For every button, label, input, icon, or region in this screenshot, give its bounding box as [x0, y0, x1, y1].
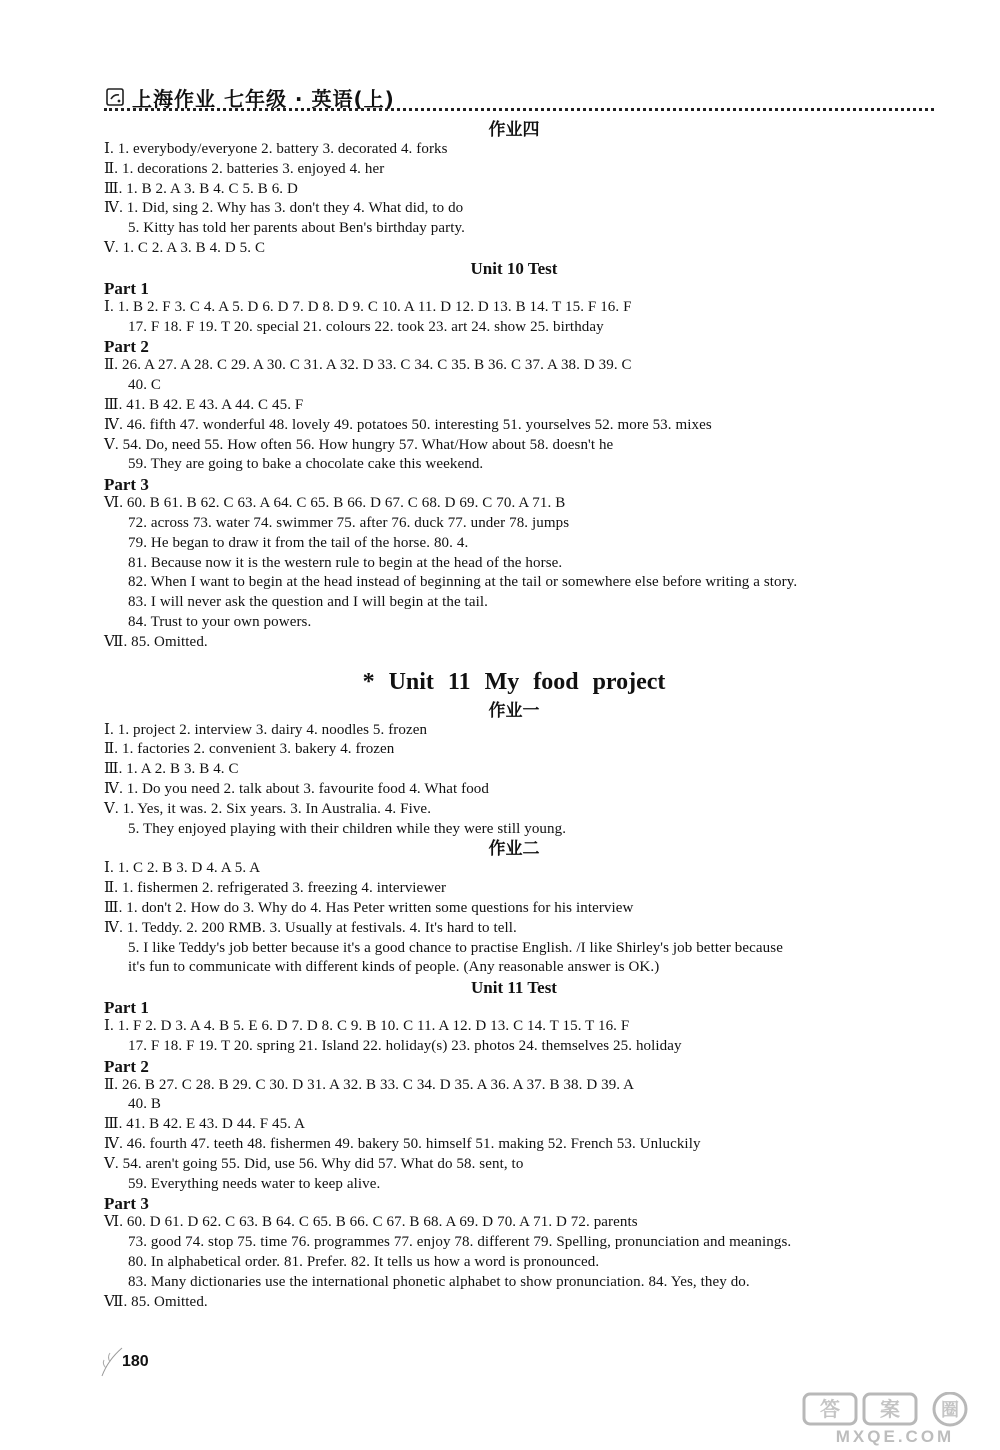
test-heading: Unit 11 Test — [471, 978, 557, 998]
homework-heading: 作业四 — [488, 120, 540, 140]
header-title: 上海作业 七年级 · 英语(上) — [132, 87, 395, 111]
answer-line: Ⅱ. 26. A 27. A 28. C 29. A 30. C 31. A 32. D 33. C 34. C 35. B 36. C 37. A 38. D 39. C — [104, 357, 632, 374]
answer-line: Ⅵ. 60. B 61. B 62. C 63. A 64. C 65. B 66. D 67. C 68. D 69. C 70. A 71. B — [104, 495, 566, 512]
answer-line: 17. F 18. F 19. T 20. spring 21. Island 22. holiday(s) 23. photos 24. themselves 25. holiday — [128, 1037, 682, 1054]
answer-line: 59. Everything needs water to keep alive. — [128, 1175, 381, 1192]
book-logo-icon — [104, 86, 126, 108]
answer-line: 81. Because now it is the western rule to begin at the head of the horse. — [128, 554, 563, 571]
part-heading: Part 2 — [104, 1056, 149, 1076]
answer-line: Ⅳ. 46. fourth 47. teeth 48. fishermen 49. bakery 50. himself 51. making 52. French 53. Unluckily — [104, 1136, 701, 1153]
answer-line: Ⅲ. 1. don't 2. How do 3. Why do 4. Has Peter written some questions for his interview — [104, 899, 634, 916]
answer-line: 73. good 74. stop 75. time 76. programmes 77. enjoy 78. different 79. Spelling, pronunciation and meanings. — [128, 1234, 792, 1251]
answer-line: 5. Kitty has told her parents about Ben's birthday party. — [128, 220, 465, 237]
unit-title: * Unit 11 My food project — [362, 668, 666, 695]
answer-line: 40. B — [128, 1096, 162, 1113]
homework-heading: 作业二 — [488, 839, 540, 860]
answer-line: Ⅰ. 1. F 2. D 3. A 4. B 5. E 6. D 7. D 8. C 9. B 10. C 11. A 12. D 13. C 14. T 15. T 16. F — [104, 1018, 630, 1035]
answer-line: Ⅲ. 1. A 2. B 3. B 4. C — [104, 761, 239, 778]
page-number: 180 — [122, 1353, 149, 1370]
part-heading: Part 3 — [104, 1194, 149, 1214]
answer-line: 59. They are going to bake a chocolate cake this weekend. — [128, 456, 484, 473]
answer-line: 83. I will never ask the question and I will begin at the tail. — [128, 594, 488, 611]
svg-text:圈: 圈 — [941, 1400, 959, 1421]
answer-line: Ⅱ. 1. factories 2. convenient 3. bakery 4. frozen — [104, 741, 395, 758]
homework-heading: 作业一 — [488, 700, 540, 721]
svg-text:案: 案 — [880, 1397, 900, 1421]
answer-line: Ⅳ. 46. fifth 47. wonderful 48. lovely 49. potatoes 50. interesting 51. yourselves 52. more 53. mixes — [104, 416, 712, 433]
watermark-logo — [800, 1392, 990, 1446]
answer-line: Ⅴ. 54. aren't going 55. Did, use 56. Why did 57. What do 58. sent, to — [104, 1155, 524, 1172]
answer-line: 79. He began to draw it from the tail of the horse. 80. 4. — [128, 534, 469, 551]
answer-line: 84. Trust to your own powers. — [128, 613, 312, 630]
answer-line: Ⅲ. 41. B 42. E 43. A 44. C 45. F — [104, 396, 304, 413]
answer-line: Ⅰ. 1. project 2. interview 3. dairy 4. noodles 5. frozen — [104, 721, 428, 738]
part-heading: Part 2 — [104, 337, 149, 357]
answer-line: 40. C — [128, 377, 162, 394]
answer-line: Ⅶ. 85. Omitted. — [104, 633, 208, 650]
part-heading: Part 1 — [104, 278, 149, 298]
page-header — [104, 80, 934, 120]
answer-line: Ⅳ. 1. Did, sing 2. Why has 3. don't they 4. What did, to do — [104, 200, 464, 217]
answer-line: 83. Many dictionaries use the international phonetic alphabet to show pronunciation. 84. Yes, they do. — [128, 1273, 750, 1290]
answer-line: 5. They enjoyed playing with their children while they were still young. — [128, 820, 567, 837]
watermark-url: MXQE.COM — [835, 1427, 955, 1446]
answer-line: 82. When I want to begin at the head instead of beginning at the tail or somewhere else before writing a story. — [128, 574, 798, 591]
svg-text:答: 答 — [820, 1397, 840, 1421]
answer-line: Ⅶ. 85. Omitted. — [104, 1293, 208, 1310]
answer-line: Ⅴ. 1. C 2. A 3. B 4. D 5. C — [104, 239, 266, 256]
answer-line: Ⅴ. 54. Do, need 55. How often 56. How hungry 57. What/How about 58. doesn't he — [104, 436, 614, 453]
answer-line: it's fun to communicate with different kinds of people. (Any reasonable answer is OK.) — [128, 959, 660, 976]
answer-line: Ⅰ. 1. B 2. F 3. C 4. A 5. D 6. D 7. D 8. D 9. C 10. A 11. D 12. D 13. B 14. T 15. F 16. F — [104, 298, 632, 315]
part-heading: Part 3 — [104, 475, 149, 495]
answer-line: Ⅵ. 60. D 61. D 62. C 63. B 64. C 65. B 66. C 67. B 68. A 69. D 70. A 71. D 72. parents — [104, 1214, 638, 1231]
answer-line: Ⅱ. 1. fishermen 2. refrigerated 3. freezing 4. interviewer — [104, 880, 447, 897]
answer-line: Ⅲ. 41. B 42. E 43. D 44. F 45. A — [104, 1116, 306, 1133]
answer-line: Ⅲ. 1. B 2. A 3. B 4. C 5. B 6. D — [104, 180, 298, 197]
answer-line: Ⅱ. 1. decorations 2. batteries 3. enjoyed 4. her — [104, 160, 385, 177]
answer-line: Ⅳ. 1. Do you need 2. talk about 3. favourite food 4. What food — [104, 780, 489, 797]
answer-line: 17. F 18. F 19. T 20. special 21. colours 22. took 23. art 24. show 25. birthday — [128, 318, 604, 335]
answer-line: 80. In alphabetical order. 81. Prefer. 82. It tells us how a word is pronounced. — [128, 1254, 600, 1271]
answer-line: 5. I like Teddy's job better because it's a good chance to practise English. /I like Shirley's job better because — [128, 939, 783, 956]
answer-line: Ⅰ. 1. everybody/everyone 2. battery 3. decorated 4. forks — [104, 141, 448, 157]
answer-content — [104, 120, 924, 1312]
answer-line: Ⅰ. 1. C 2. B 3. D 4. A 5. A — [104, 860, 261, 877]
part-heading: Part 1 — [104, 998, 149, 1018]
answer-line: Ⅳ. 1. Teddy. 2. 200 RMB. 3. Usually at festivals. 4. It's hard to tell. — [104, 919, 517, 936]
test-heading: Unit 10 Test — [470, 258, 558, 278]
header-divider — [104, 108, 934, 111]
answer-line: Ⅴ. 1. Yes, it was. 2. Six years. 3. In Australia. 4. Five. — [104, 800, 432, 817]
answer-line: Ⅱ. 26. B 27. C 28. B 29. C 30. D 31. A 32. B 33. C 34. D 35. A 36. A 37. B 38. D 39. A — [104, 1076, 635, 1093]
answer-line: 72. across 73. water 74. swimmer 75. after 76. duck 77. under 78. jumps — [128, 514, 570, 531]
